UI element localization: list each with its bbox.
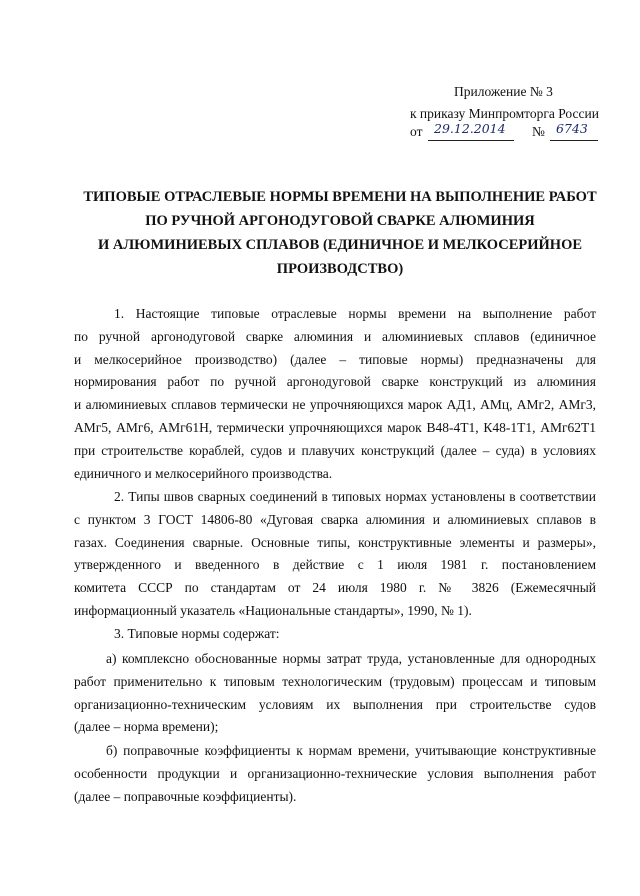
paragraph-1 xyxy=(74,303,596,485)
paragraph-line: газах. Соединения сварные. Основные типы, конструктивные элементы и размеры», xyxy=(74,534,596,550)
appendix-label: Приложение № 3 xyxy=(454,84,553,99)
paragraph-line: и мелкосерийное производство) (далее – типовые нормы) предназначены для xyxy=(74,351,596,367)
paragraph-line: нормирования работ по ручной аргонодуговой сварке конструкций из алюминия xyxy=(74,374,596,390)
paragraph-line: особенности продукции и организационно-технические условия выполнения работ xyxy=(74,765,596,781)
handwritten-date: 29.12.2014 xyxy=(434,121,506,136)
paragraph-line: работ применительно к типовым технологическим (трудовым) процессам и типовым xyxy=(74,673,596,689)
paragraph-line: (далее – поправочные коэффициенты). xyxy=(74,788,297,804)
paragraph-line: с пунктом 3 ГОСТ 14806-80 «Дуговая сварка алюминия и алюминиевых сплавов в xyxy=(74,511,596,527)
title-line: ПО РУЧНОЙ АРГОНОДУГОВОЙ СВАРКЕ АЛЮМИНИЯ xyxy=(145,213,535,229)
title-line: И АЛЮМИНИЕВЫХ СПЛАВОВ (ЕДИНИЧНОЕ И МЕЛКОСЕРИЙНОЕ xyxy=(97,237,583,253)
date-prefix: от xyxy=(410,124,423,139)
paragraph-line: и алюминиевых сплавов термически не упрочняющихся марок АД1, АМц, АМг2, АМг3, xyxy=(74,397,596,413)
paragraph-2 xyxy=(74,486,596,623)
date-underline xyxy=(428,140,514,141)
paragraph-line: организационно-техническим условиям их выполнения при строительстве судов xyxy=(74,696,596,712)
paragraph-line: при строительстве кораблей, судов и плавучих конструкций (далее – суда) в условиях xyxy=(74,442,596,458)
paragraph-line: 3. Типовые нормы содержат: xyxy=(114,626,280,641)
paragraph-3a xyxy=(74,648,596,739)
paragraph-3b xyxy=(74,740,596,808)
paragraph-line: а) комплексно обоснованные нормы затрат труда, установленные для однородных xyxy=(106,651,596,666)
title-line: ПРОИЗВОДСТВО) xyxy=(276,261,404,277)
number-underline xyxy=(550,140,598,141)
title-line: ТИПОВЫЕ ОТРАСЛЕВЫЕ НОРМЫ ВРЕМЕНИ НА ВЫПОЛНЕНИЕ РАБОТ xyxy=(83,189,597,205)
paragraph-line: утвержденного и введенного в действие с 1 июля 1981 г. постановлением xyxy=(74,557,596,573)
paragraph-line: комитета СССР по стандартам от 24 июля 1980 г. № 3826 (Ежемесячный xyxy=(74,580,596,596)
number-prefix: № xyxy=(532,124,545,139)
paragraph-line: АМг5, АМг6, АМг61Н, термически упрочняющихся марок В48-4Т1, К48-1Т1, АМг62Т1 xyxy=(74,419,596,435)
document-title xyxy=(60,185,620,281)
paragraph-line: б) поправочные коэффициенты к нормам времени, учитывающие конструктивные xyxy=(106,743,596,758)
order-reference: к приказу Минпромторга России xyxy=(410,106,599,121)
paragraph-line: (далее – норма времени); xyxy=(74,719,219,735)
paragraph-line: единичного и мелкосерийного производства. xyxy=(74,465,333,481)
paragraph-line: информационный указатель «Национальные стандарты», 1990, № 1). xyxy=(74,602,472,618)
handwritten-number: 6743 xyxy=(556,121,588,136)
paragraph-3 xyxy=(74,623,596,646)
paragraph-line: 1. Настоящие типовые отраслевые нормы времени на выполнение работ xyxy=(114,306,596,321)
paragraph-line: 2. Типы швов сварных соединений в типовых нормах установлены в соответствии xyxy=(114,489,596,504)
paragraph-line: по ручной аргонодуговой сварке алюминия и алюминиевых сплавов (единичное xyxy=(74,328,596,344)
